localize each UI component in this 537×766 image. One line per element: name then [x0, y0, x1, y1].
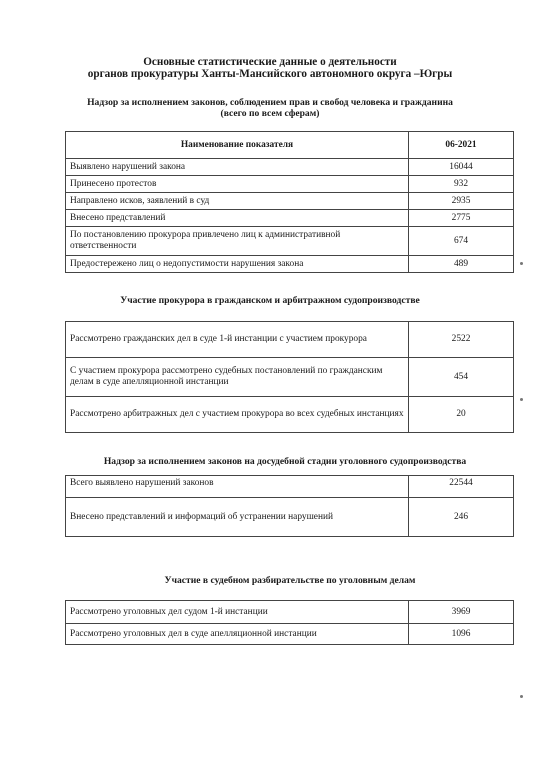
section2-title: Участие прокурора в гражданском и арбитражном судопроизводстве: [120, 295, 420, 306]
row-label: Рассмотрено арбитражных дел с участием прокурора во всех судебных инстанциях: [66, 397, 409, 433]
section4-table: [65, 600, 514, 645]
table-row: [66, 498, 514, 537]
table-row: [66, 624, 514, 645]
row-value: 3969: [409, 601, 514, 624]
row-value: 2935: [409, 193, 514, 210]
row-value: 2775: [409, 210, 514, 227]
section3-table: [65, 475, 514, 537]
table-row: [66, 601, 514, 624]
row-label: Внесено представлений и информаций об устранении нарушений: [66, 498, 409, 537]
header-period: 06-2021: [409, 132, 514, 159]
row-label: Рассмотрено гражданских дел в суде 1-й инстанции с участием прокурора: [66, 322, 409, 358]
scan-speck: [520, 398, 523, 401]
row-value: 16044: [409, 159, 514, 176]
row-label: Рассмотрено уголовных дел судом 1-й инстанции: [66, 601, 409, 624]
row-label: Внесено представлений: [66, 210, 409, 227]
table-row: [66, 476, 514, 498]
scan-speck: [520, 262, 523, 265]
table-row: [66, 322, 514, 358]
document-title-line2: органов прокуратуры Ханты-Мансийского автономного округа –Югры: [87, 68, 453, 80]
row-label: Выявлено нарушений закона: [66, 159, 409, 176]
row-label: Всего выявлено нарушений законов: [66, 476, 409, 498]
section1-table: [65, 131, 514, 273]
table-row: [66, 227, 514, 256]
row-label: Направлено исков, заявлений в суд: [66, 193, 409, 210]
header-indicator-name: Наименование показателя: [66, 132, 409, 159]
table-header-row: [66, 132, 514, 159]
section2-table: [65, 321, 514, 433]
row-value: 1096: [409, 624, 514, 645]
row-value: 22544: [409, 476, 514, 498]
table-row: [66, 159, 514, 176]
document-title-line1: Основные статистические данные о деятельности: [143, 56, 397, 68]
row-value: 674: [409, 227, 514, 256]
section1-title-line2: (всего по всем сферам): [220, 108, 320, 119]
row-label: По постановлению прокурора привлечено лиц к административной ответственности: [66, 227, 409, 256]
table-row: [66, 397, 514, 433]
section4-title: Участие в судебном разбирательстве по уголовным делам: [164, 575, 416, 586]
row-label: С участием прокурора рассмотрено судебных постановлений по гражданским делам в суде апелляционной инстанции: [66, 358, 409, 397]
table-row: [66, 358, 514, 397]
row-value: 454: [409, 358, 514, 397]
row-value: 20: [409, 397, 514, 433]
table-row: [66, 176, 514, 193]
row-value: 2522: [409, 322, 514, 358]
document-title: [40, 56, 500, 80]
section1-title-line1: Надзор за исполнением законов, соблюдением прав и свобод человека и гражданина: [87, 97, 453, 108]
row-label: Рассмотрено уголовных дел в суде апелляционной инстанции: [66, 624, 409, 645]
table-row: [66, 256, 514, 273]
scan-speck: [520, 695, 523, 698]
row-label: Предостережено лиц о недопустимости нарушения закона: [66, 256, 409, 273]
row-value: 932: [409, 176, 514, 193]
section1-title: [50, 97, 490, 119]
row-value: 489: [409, 256, 514, 273]
table-row: [66, 193, 514, 210]
table-row: [66, 210, 514, 227]
row-label: Принесено протестов: [66, 176, 409, 193]
section3-title: Надзор за исполнением законов на досудебной стадии уголовного судопроизводства: [103, 456, 467, 467]
row-value: 246: [409, 498, 514, 537]
